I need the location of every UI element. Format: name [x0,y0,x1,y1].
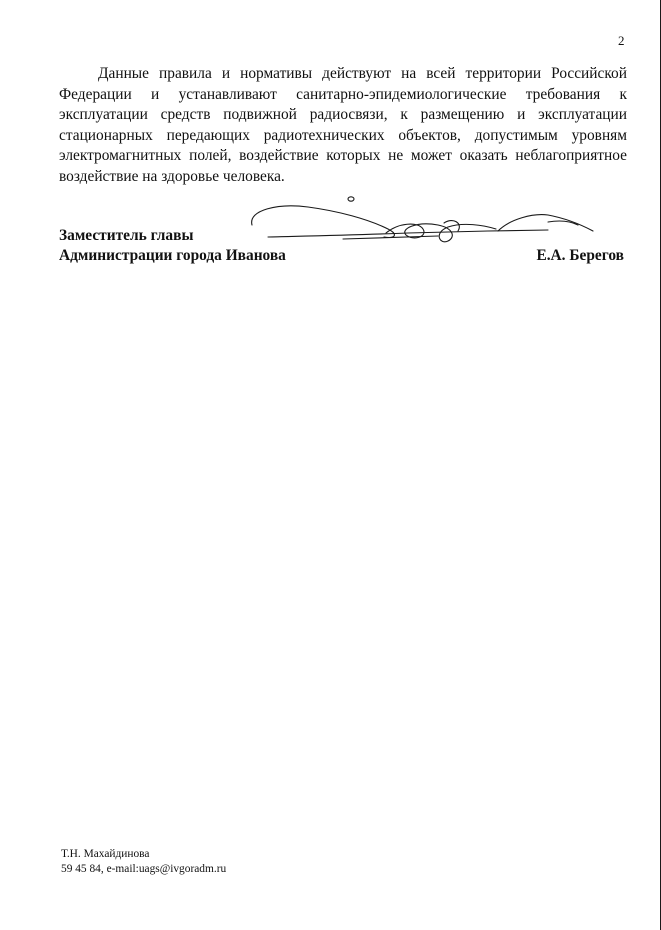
signer-name: Е.А. Берегов [536,247,624,264]
body-paragraph: Данные правила и нормативы действуют на всей территории Российской Федерации и устанавливают санитарно-эпидемиологические требования к эксплуатации средств подвижной радиосвязи, к размещению и эксплуатации стационарных передающих радиотехнических объектов, допустимым уровням электромагнитных полей, воздействие которых не может оказать неблагоприятное воздействие на здоровье человека. [59,65,627,185]
page-number: 2 [618,33,625,48]
executor-footer [61,847,226,877]
signatory-position-line-1: Заместитель главы [59,227,194,244]
executor-contact: 59 45 84, e-mail:uags@ivgoradm.ru [61,863,227,875]
executor-name: Т.Н. Махайдинова [61,848,150,860]
signatory-position-line-2: Администрации города Иванова [59,247,286,264]
